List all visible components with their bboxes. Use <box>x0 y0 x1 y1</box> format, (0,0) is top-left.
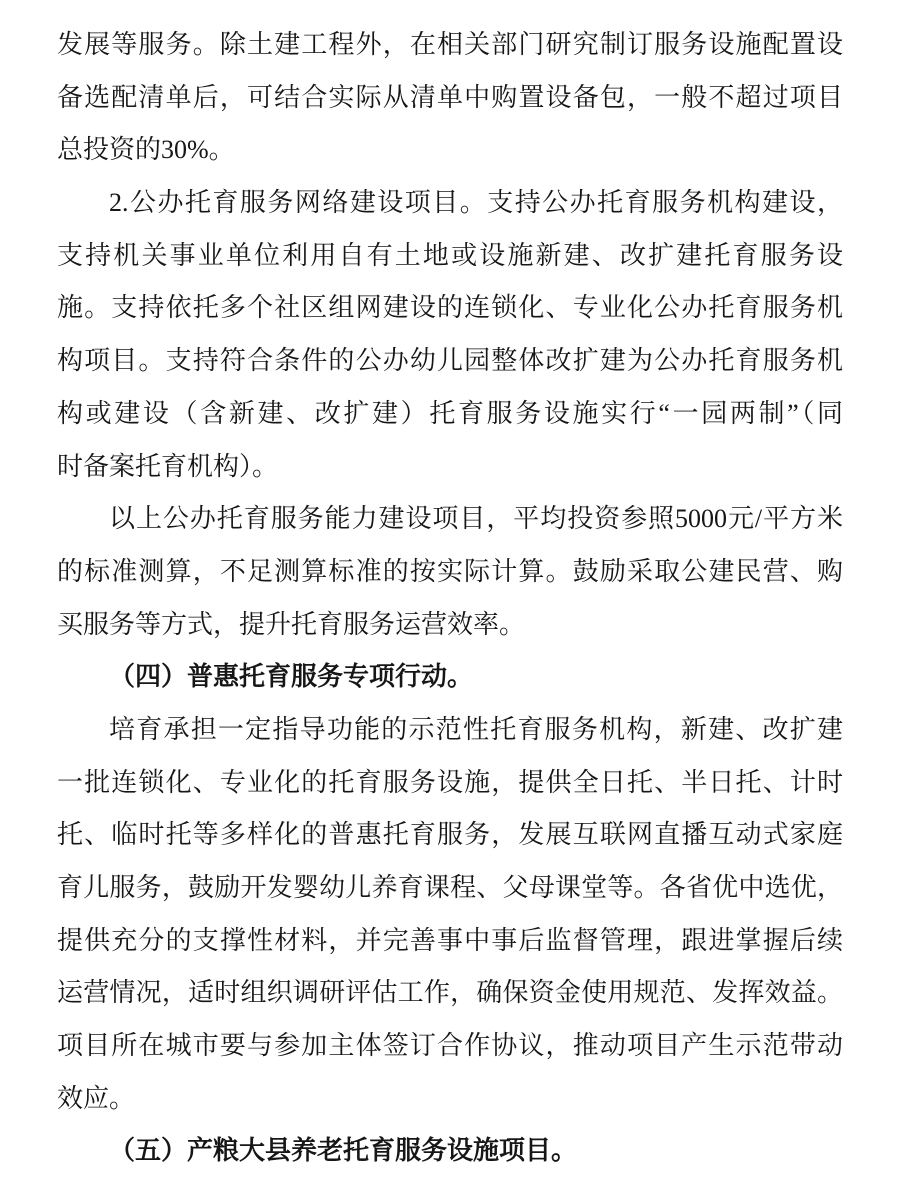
para-investment-standard-line-1: 以上公办托育服务能力建设项目，平均投资参照5000元/平方米 <box>109 504 843 534</box>
para-public-childcare-network-line-5: 构或建设（含新建、改扩建）托育服务设施实行“一园两制”（同 <box>57 398 843 428</box>
para-public-childcare-network-line-1: 2.公办托育服务网络建设项目。支持公办托育服务机构建设， <box>109 188 843 218</box>
para-inclusive-childcare-action-line-4: 育儿服务，鼓励开发婴幼儿养育课程、父母课堂等。各省优中选优， <box>57 873 843 902</box>
para-inclusive-childcare-action-line-8: 效应。 <box>57 1083 136 1113</box>
para-inclusive-childcare-action-line-5: 提供充分的支撑性材料，并完善事中事后监督管理，跟进掌握后续 <box>57 925 843 955</box>
para-public-childcare-network-line-6: 时备案托育机构）。 <box>57 451 279 481</box>
para-inclusive-childcare-action-line-7: 项目所在城市要与参加主体签订合作协议，推动项目产生示范带动 <box>57 1031 843 1061</box>
heading-section-four-line-1: （四）普惠托育服务专项行动。 <box>109 662 474 692</box>
para-public-childcare-network-line-3: 施。支持依托多个社区组网建设的连锁化、专业化公办托育服务机 <box>57 293 843 323</box>
para-public-childcare-network-line-4: 构项目。支持符合条件的公办幼儿园整体改扩建为公办托育服务机 <box>57 346 843 376</box>
para-investment-standard-line-2: 的标准测算，不足测算标准的按实际计算。鼓励采取公建民营、购 <box>57 556 843 586</box>
para-investment-standard-line-3: 买服务等方式，提升托育服务运营效率。 <box>57 609 526 639</box>
para-equipment-budget-line-1: 发展等服务。除土建工程外，在相关部门研究制订服务设施配置设 <box>57 30 843 59</box>
para-inclusive-childcare-action-line-1: 培育承担一定指导功能的示范性托育服务机构，新建、改扩建 <box>109 714 843 744</box>
para-equipment-budget-line-3: 总投资的30%。 <box>57 135 235 165</box>
heading-section-five-line-1: （五）产粮大县养老托育服务设施项目。 <box>109 1136 578 1166</box>
para-inclusive-childcare-action-line-6: 运营情况，适时组织调研评估工作，确保资金使用规范、发挥效益。 <box>57 978 843 1008</box>
para-public-childcare-network-line-2: 支持机关事业单位利用自有土地或设施新建、改扩建托育服务设 <box>57 240 843 270</box>
para-inclusive-childcare-action-line-3: 托、临时托等多样化的普惠托育服务，发展互联网直播互动式家庭 <box>57 820 843 850</box>
para-inclusive-childcare-action-line-2: 一批连锁化、专业化的托育服务设施，提供全日托、半日托、计时 <box>57 767 843 797</box>
para-equipment-budget-line-2: 备选配清单后，可结合实际从清单中购置设备包，一般不超过项目 <box>57 82 843 112</box>
